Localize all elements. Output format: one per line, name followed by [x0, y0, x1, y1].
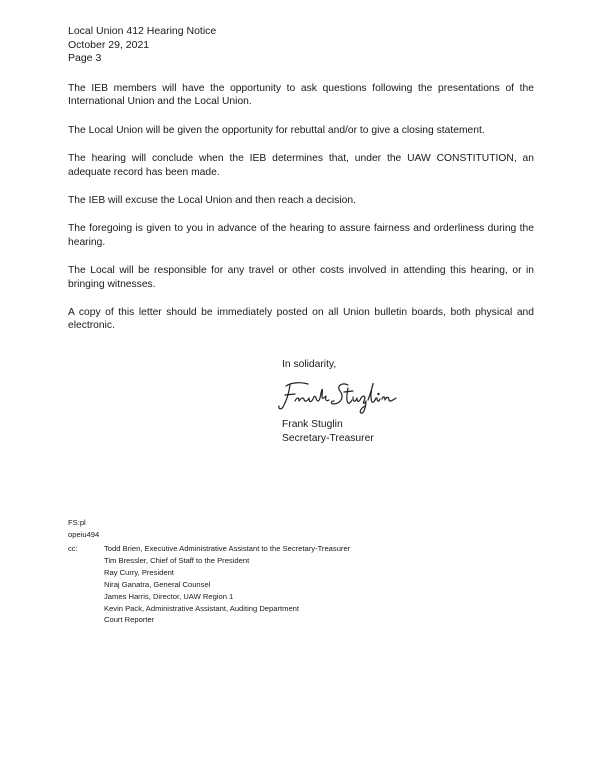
- letter-header: [68, 25, 216, 66]
- closing-salutation: In solidarity,: [282, 359, 337, 370]
- header-title: Local Union 412 Hearing Notice: [68, 25, 217, 37]
- union-code: opeiu494: [68, 529, 100, 539]
- cc-label: cc:: [68, 544, 78, 553]
- cc-recipient: Ray Curry, President: [104, 567, 174, 577]
- signer-name: Frank Stuglin: [282, 419, 343, 430]
- paragraph-posting: A copy of this letter should be immediately posted on all Union bulletin boards, both physical and electronic.: [68, 307, 534, 332]
- typist-initials: FS:pl: [68, 518, 86, 527]
- cc-recipient: Todd Brien, Executive Administrative Assistant to the Secretary-Treasurer: [104, 544, 351, 553]
- reference-initials: [68, 517, 99, 540]
- paragraph-rebuttal: The Local Union will be given the opportunity for rebuttal and/or to give a closing statement.: [68, 124, 485, 136]
- cc-recipient: James Harris, Director, UAW Region 1: [104, 591, 234, 601]
- header-page-number: Page 3: [68, 52, 102, 64]
- paragraph-costs: The Local will be responsible for any travel or other costs involved in attending this hearing, or in bringing witnesses.: [68, 265, 534, 290]
- handwritten-signature: [276, 376, 406, 416]
- paragraph-ieb-questions: The IEB members will have the opportunity to ask questions following the presentations of the International Union and the Local Union.: [68, 83, 534, 108]
- cc-recipient: Kevin Pack, Administrative Assistant, Auditing Department: [104, 603, 300, 613]
- closing-block: [282, 358, 336, 371]
- signer-block: [282, 418, 374, 446]
- letter-body: [68, 82, 534, 348]
- paragraph-hearing-conclusion: The hearing will conclude when the IEB determines that, under the UAW CONSTITUTION, an adequate record has been made.: [68, 153, 534, 178]
- cc-recipient-list: [104, 543, 350, 626]
- header-date: October 29, 2021: [68, 38, 150, 51]
- cc-recipient: Court Reporter: [104, 615, 155, 625]
- cc-recipient: Niraj Ganatra, General Counsel: [104, 579, 211, 589]
- cc-recipient: Tim Bressler, Chief of Staff to the President: [104, 555, 250, 565]
- paragraph-decision: The IEB will excuse the Local Union and then reach a decision.: [68, 195, 356, 207]
- signer-title: Secretary-Treasurer: [282, 433, 374, 444]
- paragraph-fairness: The foregoing is given to you in advance of the hearing to assure fairness and orderliness during the hearing.: [68, 223, 534, 248]
